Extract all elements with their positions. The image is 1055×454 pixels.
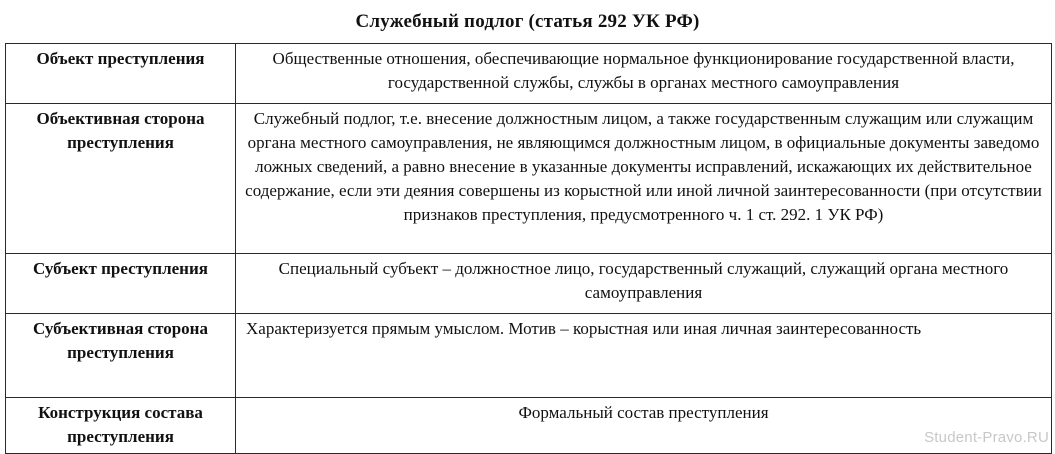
row-label-subject: Субъект преступления [6,254,236,314]
table-row-object [6,44,1052,104]
page-title: Служебный подлог (статья 292 УК РФ) [355,11,700,32]
row-value-construction: Формальный состав преступления [236,398,1052,454]
table-row-objective-side [6,104,1052,254]
row-label-subjective-side: Субъективная сторона преступления [6,314,236,398]
watermark: Student-Pravo.RU [924,429,1049,446]
row-value-objective-side: Служебный подлог, т.е. внесение должностным лицом, а также государственным служащим или служащим органа местного самоуправления, не являющимся должностным лицом, в официальные документы заведомо ложных сведений, а равно внесение в указанные документы исправлений, искажающих их действительное содержание, если эти деяния совершены из корыстной или иной личной заинтересованности (при отсутствии признаков преступления, предусмотренного ч. 1 ст. 292. 1 УК РФ) [236,104,1052,254]
table-row-subjective-side [6,314,1052,398]
row-value-object: Общественные отношения, обеспечивающие нормальное функционирование государственной власти, государственной службы, службы в органах местного самоуправления [236,44,1052,104]
table-row-subject [6,254,1052,314]
row-value-subject: Специальный субъект – должностное лицо, государственный служащий, служащий органа местного самоуправления [236,254,1052,314]
row-label-objective-side: Объективная сторона преступления [6,104,236,254]
row-label-construction: Конструкция состава преступления [6,398,236,454]
crime-elements-table [5,43,1052,454]
row-label-object: Объект преступления [6,44,236,104]
table-row-construction [6,398,1052,454]
row-value-subjective-side: Характеризуется прямым умыслом. Мотив – корыстная или иная личная заинтересованность [236,314,1052,398]
